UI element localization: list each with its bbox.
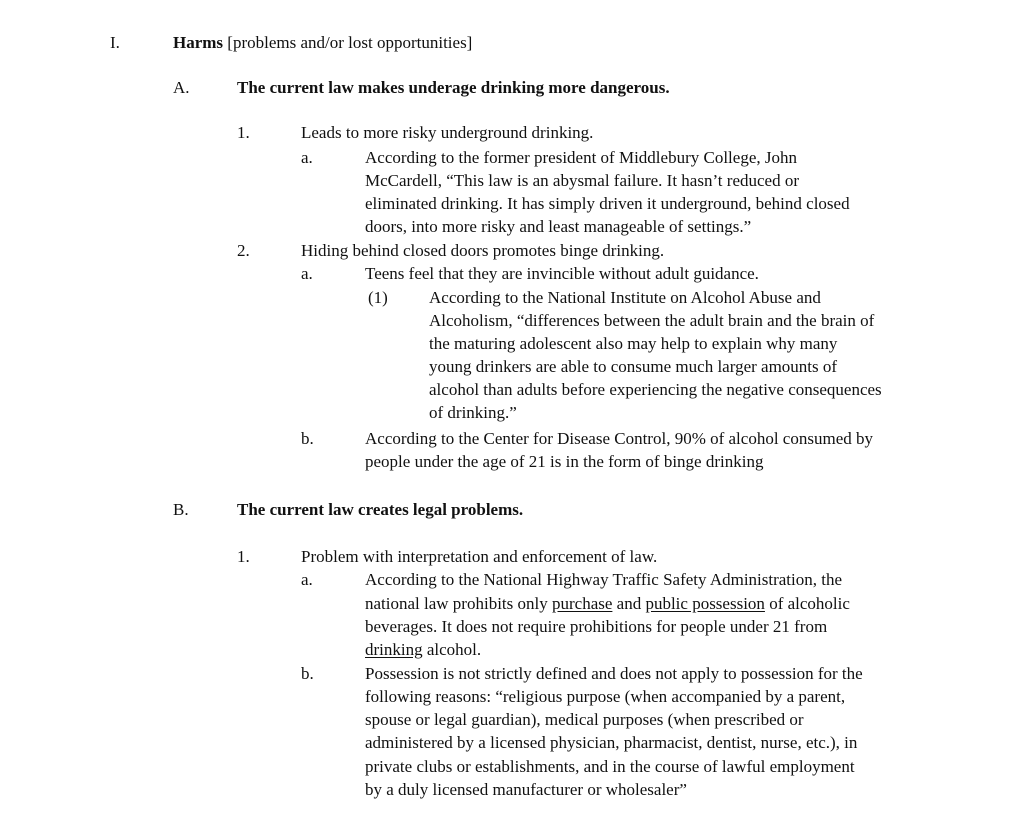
quote-line: alcohol than adults before experiencing the negative consequences bbox=[429, 380, 882, 399]
sub-marker-a2b: b. bbox=[301, 429, 314, 448]
section-title-rest: [problems and/or lost opportunities] bbox=[223, 33, 473, 52]
law-text: national law prohibits only bbox=[365, 594, 552, 613]
law-text: and bbox=[612, 594, 646, 613]
underlined-term-public-possession: public possession bbox=[645, 594, 765, 613]
quote-line: the maturing adolescent also may help to explain why many bbox=[429, 334, 838, 353]
sub-marker-a1a: a. bbox=[301, 148, 313, 167]
letter-marker-a: A. bbox=[173, 78, 190, 97]
law-line bbox=[365, 638, 481, 661]
law-line: According to the National Highway Traffic Safety Administration, the bbox=[365, 570, 843, 589]
possession-line: spouse or legal guardian), medical purposes (when prescribed or bbox=[365, 710, 804, 729]
quote-line: Alcoholism, “differences between the adult brain and the brain of bbox=[429, 311, 875, 330]
heading-section-b: The current law creates legal problems. bbox=[237, 500, 524, 519]
heading-section-a: The current law makes underage drinking more dangerous. bbox=[237, 78, 670, 97]
quote-line: young drinkers are able to consume much larger amounts of bbox=[429, 357, 838, 376]
number-marker-a2: 2. bbox=[237, 241, 250, 260]
section-title-harms bbox=[173, 31, 472, 54]
possession-line: administered by a licensed physician, pharmacist, dentist, nurse, etc.), in bbox=[365, 733, 858, 752]
point-a1-text: Leads to more risky underground drinking. bbox=[301, 123, 594, 142]
law-line: beverages. It does not require prohibitions for people under 21 from bbox=[365, 617, 828, 636]
quote-line: doors, into more risky and least manageable of settings.” bbox=[365, 217, 752, 236]
law-text: alcohol. bbox=[422, 640, 482, 659]
fact-line: According to the Center for Disease Control, 90% of alcohol consumed by bbox=[365, 429, 873, 448]
letter-marker-b: B. bbox=[173, 500, 189, 519]
sub-marker-b1a: a. bbox=[301, 570, 313, 589]
possession-line: private clubs or establishments, and in the course of lawful employment bbox=[365, 757, 855, 776]
sub-a2a-text: Teens feel that they are invincible without adult guidance. bbox=[365, 264, 759, 283]
possession-line: Possession is not strictly defined and does not apply to possession for the bbox=[365, 664, 863, 683]
sub-marker-a2a: a. bbox=[301, 264, 313, 283]
law-line bbox=[365, 592, 850, 615]
number-marker-a1: 1. bbox=[237, 123, 250, 142]
law-text: of alcoholic bbox=[764, 594, 850, 613]
quote-line: According to the National Institute on Alcohol Abuse and bbox=[429, 288, 821, 307]
underlined-term-purchase: purchase bbox=[551, 594, 613, 613]
quote-line: McCardell, “This law is an abysmal failure. It hasn’t reduced or bbox=[365, 171, 799, 190]
quote-line: eliminated drinking. It has simply driven it underground, behind closed bbox=[365, 194, 850, 213]
number-marker-b1: 1. bbox=[237, 547, 250, 566]
fact-line: people under the age of 21 is in the form of binge drinking bbox=[365, 452, 764, 471]
point-a2-text: Hiding behind closed doors promotes binge drinking. bbox=[301, 241, 665, 260]
point-b1-text: Problem with interpretation and enforcement of law. bbox=[301, 547, 658, 566]
sub-marker-b1b: b. bbox=[301, 664, 314, 683]
quote-line: According to the former president of Middlebury College, John bbox=[365, 148, 797, 167]
possession-line: following reasons: “religious purpose (when accompanied by a parent, bbox=[365, 687, 846, 706]
sub-marker-a2a1: (1) bbox=[368, 288, 388, 307]
underlined-term-drinking: drinking bbox=[365, 640, 423, 659]
quote-line: of drinking.” bbox=[429, 403, 517, 422]
possession-line: by a duly licensed manufacturer or wholesaler” bbox=[365, 780, 687, 799]
roman-marker-1: I. bbox=[110, 33, 120, 52]
section-title-bold: Harms bbox=[173, 33, 224, 52]
